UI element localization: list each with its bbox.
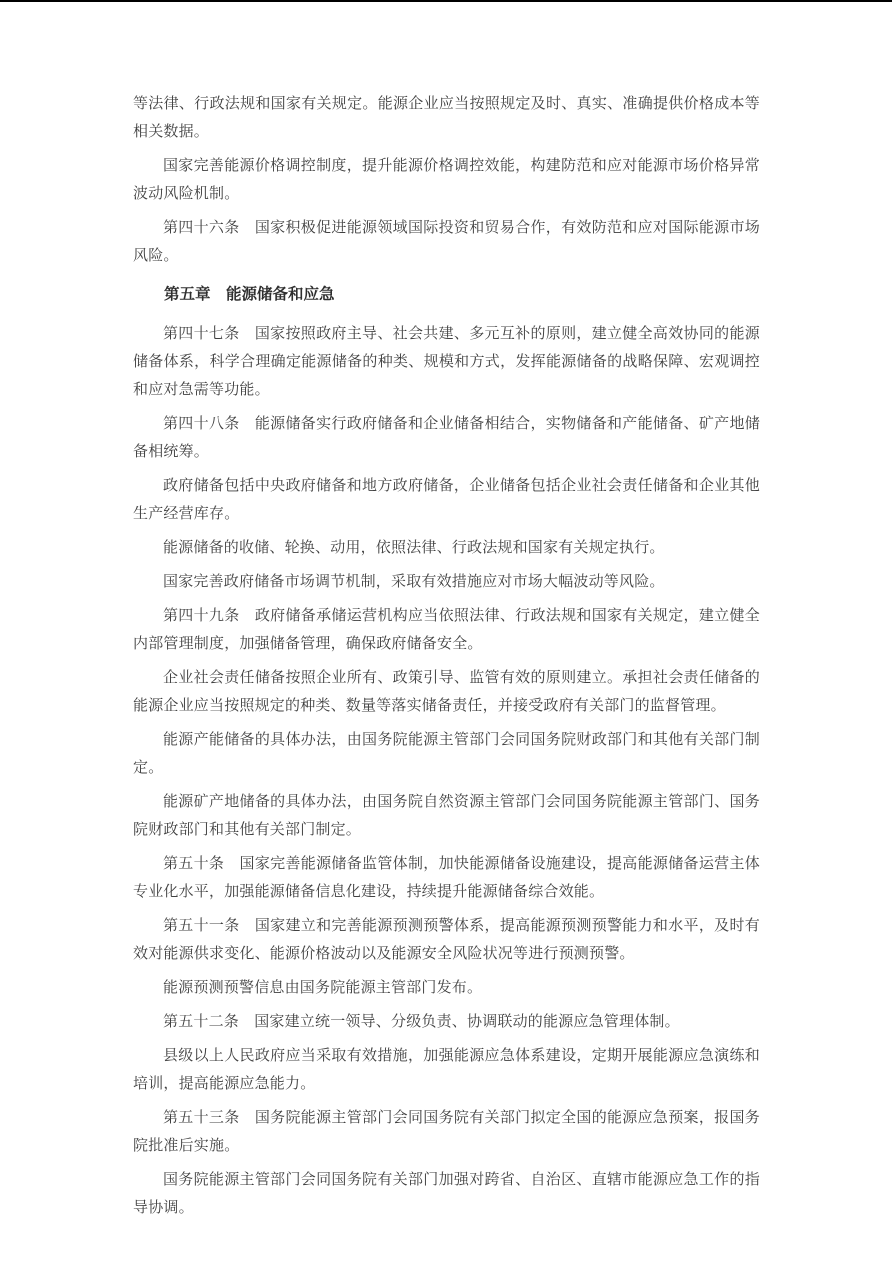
page-top-border (0, 0, 892, 2)
paragraph: 能源产能储备的具体办法，由国务院能源主管部门会同国务院财政部门和其他有关部门制定。 (133, 732, 760, 776)
paragraph: 第四十六条 国家积极促进能源领域国际投资和贸易合作，有效防范和应对国际能源市场风险。 (133, 220, 760, 264)
paragraph: 第五十二条 国家建立统一领导、分级负责、协调联动的能源应急管理体制。 (163, 1014, 680, 1030)
paragraph: 第五十条 国家完善能源储备监管体制，加快能源储备设施建设，提高能源储备运营主体专业化水平，加强能源储备信息化建设，持续提升能源储备综合效能。 (133, 856, 760, 900)
paragraph: 第四十九条 政府储备承储运营机构应当依照法律、行政法规和国家有关规定，建立健全内部管理制度，加强储备管理，确保政府储备安全。 (133, 608, 760, 652)
paragraph: 第四十七条 国家按照政府主导、社会共建、多元互补的原则，建立健全高效协同的能源储备体系，科学合理确定能源储备的种类、规模和方式，发挥能源储备的战略保障、宏观调控和应对急需等功能。 (133, 326, 760, 398)
paragraph: 第五十一条 国家建立和完善能源预测预警体系，提高能源预测预警能力和水平，及时有效对能源供求变化、能源价格波动以及能源安全风险状况等进行预测预警。 (133, 918, 760, 962)
document-page (133, 90, 760, 1228)
paragraph: 国家完善政府储备市场调节机制，采取有效措施应对市场大幅波动等风险。 (163, 574, 665, 590)
paragraph: 县级以上人民政府应当采取有效措施，加强能源应急体系建设，定期开展能源应急演练和培训，提高能源应急能力。 (133, 1048, 760, 1092)
paragraph: 能源预测预警信息由国务院能源主管部门发布。 (163, 980, 483, 996)
paragraph: 第五十三条 国务院能源主管部门会同国务院有关部门拟定全国的能源应急预案，报国务院批准后实施。 (133, 1110, 760, 1154)
paragraph: 政府储备包括中央政府储备和地方政府储备，企业储备包括企业社会责任储备和企业其他生产经营库存。 (133, 478, 760, 522)
paragraph: 企业社会责任储备按照企业所有、政策引导、监管有效的原则建立。承担社会责任储备的能源企业应当按照规定的种类、数量等落实储备责任，并接受政府有关部门的监督管理。 (133, 670, 760, 714)
paragraph: 国务院能源主管部门会同国务院有关部门加强对跨省、自治区、直辖市能源应急工作的指导协调。 (133, 1172, 760, 1216)
paragraph: 能源矿产地储备的具体办法，由国务院自然资源主管部门会同国务院能源主管部门、国务院财政部门和其他有关部门制定。 (133, 794, 760, 838)
chapter-heading: 第五章 能源储备和应急 (164, 286, 335, 303)
paragraph: 等法律、行政法规和国家有关规定。能源企业应当按照规定及时、真实、准确提供价格成本等相关数据。 (133, 96, 760, 140)
paragraph: 国家完善能源价格调控制度，提升能源价格调控效能，构建防范和应对能源市场价格异常波动风险机制。 (133, 158, 760, 202)
paragraph: 能源储备的收储、轮换、动用，依照法律、行政法规和国家有关规定执行。 (163, 540, 665, 556)
paragraph: 第四十八条 能源储备实行政府储备和企业储备相结合，实物储备和产能储备、矿产地储备相统筹。 (133, 416, 760, 460)
